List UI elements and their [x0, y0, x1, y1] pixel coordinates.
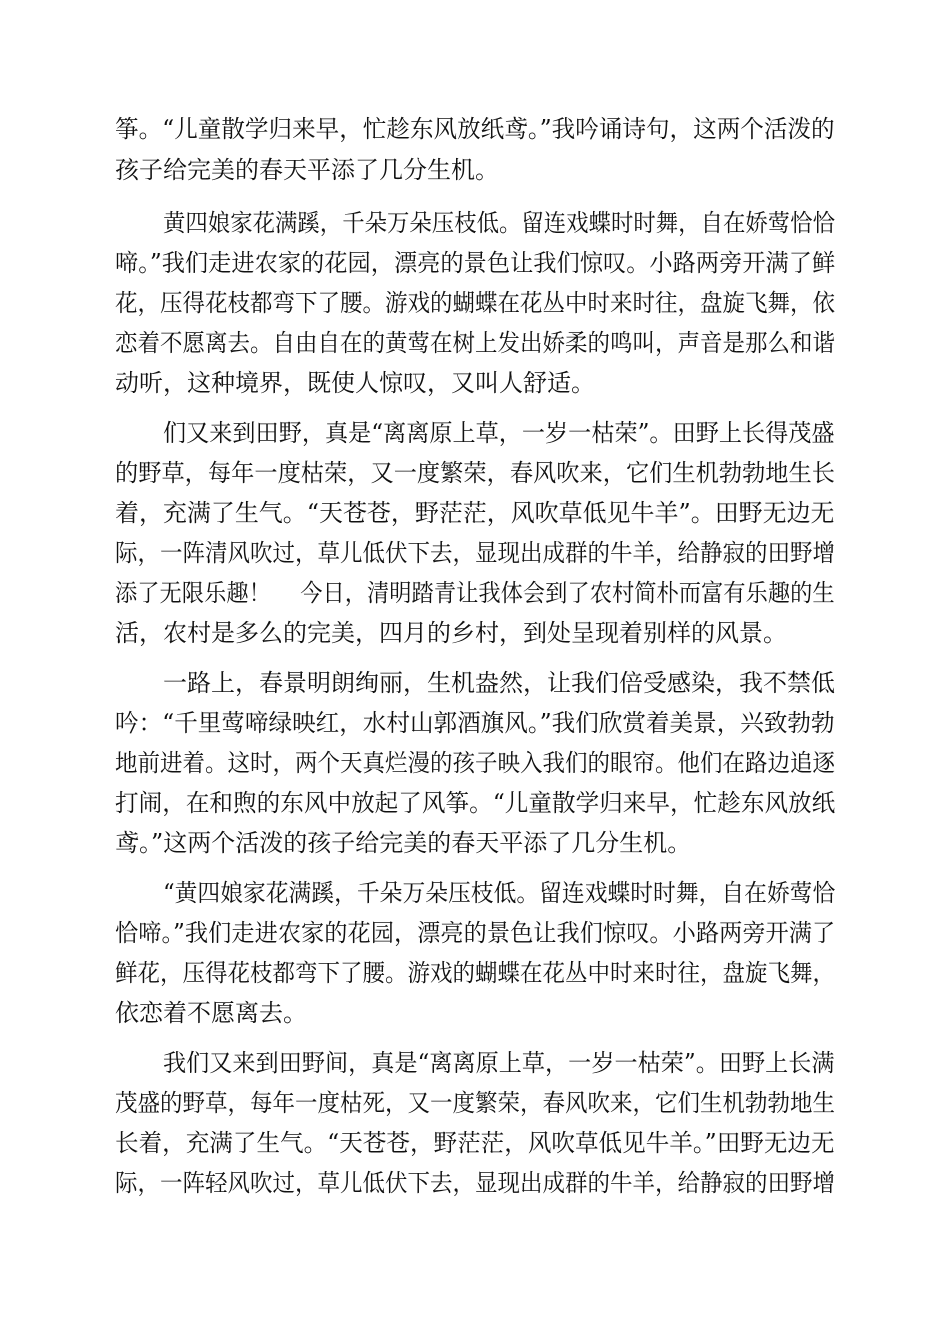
text-line: 啼。”我们走进农家的花园，漂亮的景色让我们惊叹。小路两旁开满了鲜 [115, 249, 836, 277]
text-line: 吟：“千里莺啼绿映红，水村山郭酒旗风。”我们欣赏着美景，兴致勃勃 [115, 709, 835, 737]
text-line: 恰啼。”我们走进农家的花园，漂亮的景色让我们惊叹。小路两旁开满了 [115, 919, 836, 947]
text-line: 鸢。”这两个活泼的孩子给完美的春天平添了几分生机。 [115, 829, 692, 857]
text-line: 茂盛的野草，每年一度枯死，又一度繁荣，春风吹来，它们生机勃勃地生 [115, 1089, 835, 1117]
text-line: 地前进着。这时，两个天真烂漫的孩子映入我们的眼帘。他们在路边追逐 [115, 749, 835, 777]
text-line: 鲜花，压得花枝都弯下了腰。游戏的蝴蝶在花丛中时来时往，盘旋飞舞， [115, 959, 835, 987]
text-line: 着，充满了生气。“天苍苍，野茫茫，风吹草低见牛羊”。田野无边无 [115, 499, 835, 527]
text-line: 们又来到田野，真是“离离原上草，一岁一枯荣”。田野上长得茂盛 [163, 419, 835, 447]
text-line: 恋着不愿离去。自由自在的黄莺在树上发出娇柔的鸣叫，声音是那么和谐 [115, 329, 835, 357]
text-line: 动听，这种境界，既使人惊叹，又叫人舒适。 [115, 369, 595, 397]
text-line: 添了无限乐趣！ 今日，清明踏青让我体会到了农村简朴而富有乐趣的生 [115, 579, 835, 607]
text-line: 依恋着不愿离去。 [115, 999, 307, 1027]
text-line: 打闹，在和煦的东风中放起了风筝。“儿童散学归来早，忙趁东风放纸 [115, 789, 836, 817]
text-line: 的野草，每年一度枯荣，又一度繁荣，春风吹来，它们生机勃勃地生长 [115, 459, 835, 487]
text-line: “黄四娘家花满蹊，千朵万朵压枝低。留连戏蝶时时舞，自在娇莺恰 [163, 879, 836, 907]
text-line: 我们又来到田野间，真是“离离原上草，一岁一枯荣”。田野上长满 [163, 1049, 835, 1077]
text-line: 长着，充满了生气。“天苍苍，野茫茫，风吹草低见牛羊。”田野无边无 [115, 1129, 835, 1157]
text-line: 活，农村是多么的完美，四月的乡村，到处呈现着别样的风景。 [115, 619, 787, 647]
text-line: 际，一阵轻风吹过，草儿低伏下去，显现出成群的牛羊，给静寂的田野增 [115, 1169, 835, 1197]
text-line: 孩子给完美的春天平添了几分生机。 [115, 156, 499, 184]
text-line: 黄四娘家花满蹊，千朵万朵压枝低。留连戏蝶时时舞，自在娇莺恰恰 [163, 209, 835, 237]
text-line: 一路上，春景明朗绚丽，生机盎然，让我们倍受感染，我不禁低 [163, 669, 835, 697]
text-line: 筝。“儿童散学归来早，忙趁东风放纸鸢。”我吟诵诗句，这两个活泼的 [115, 115, 835, 143]
text-line: 际，一阵清风吹过，草儿低伏下去，显现出成群的牛羊，给静寂的田野增 [115, 539, 835, 567]
text-line: 花，压得花枝都弯下了腰。游戏的蝴蝶在花丛中时来时往，盘旋飞舞，依 [115, 289, 835, 317]
